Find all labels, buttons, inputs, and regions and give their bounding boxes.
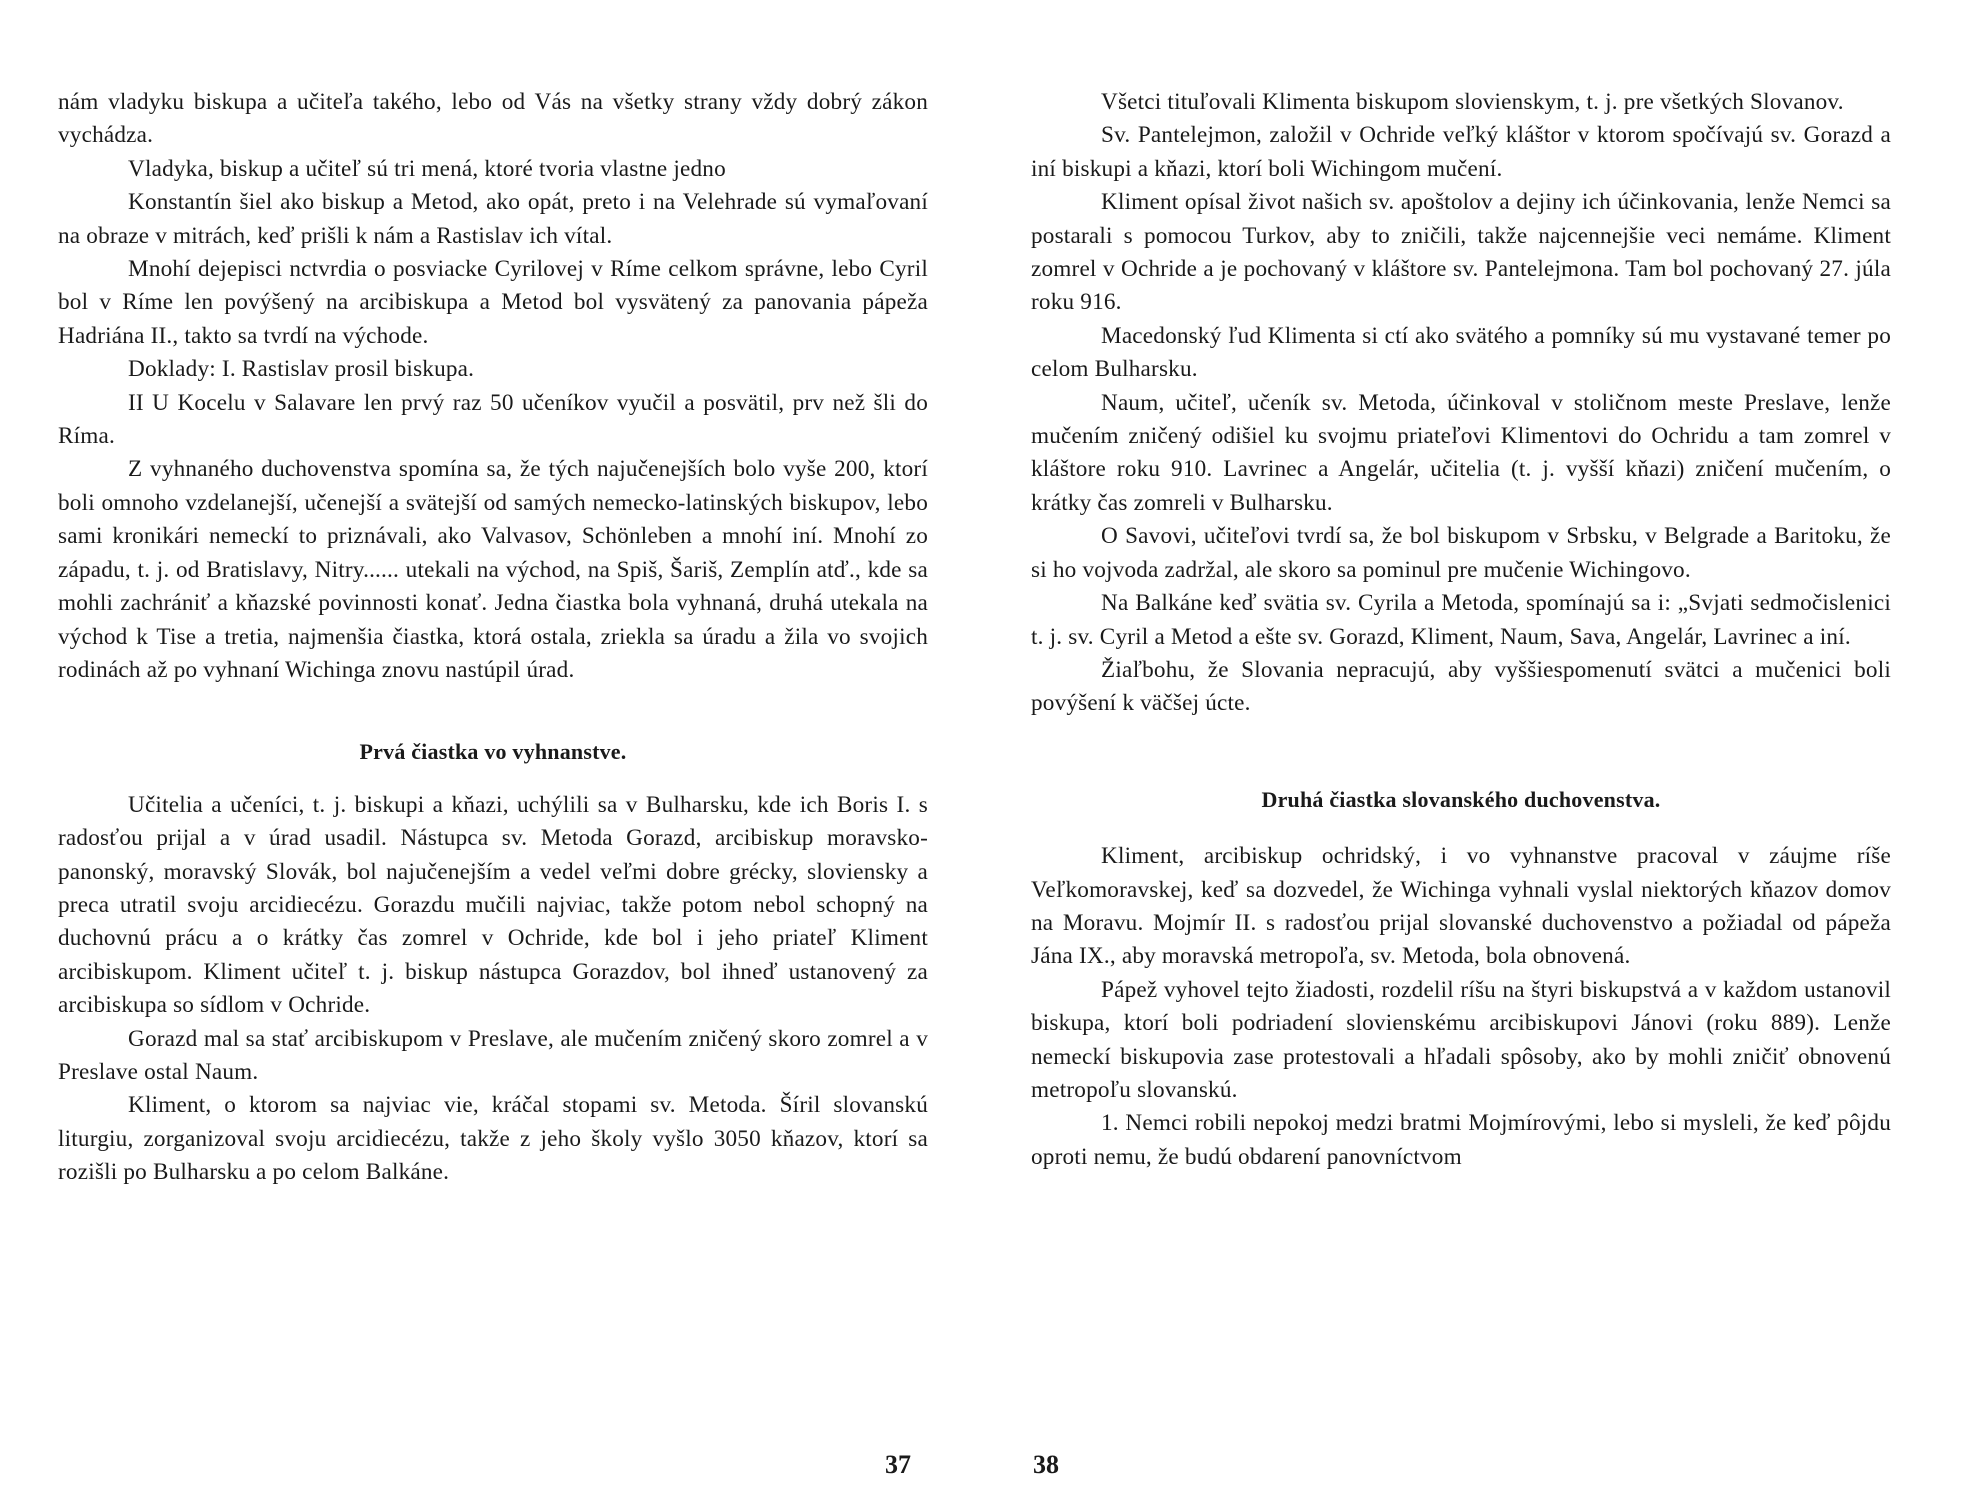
paragraph: Všetci tituľovali Klimenta biskupom slovienskym, t. j. pre všetkých Slovanov. <box>1101 89 1844 115</box>
paragraph: Kliment, o ktorom sa najviac vie, kráčal stopami sv. Metoda. Šíril slovanskú liturgiu, zorganizoval svoju arcidiecézu, takže z jeho školy vyšlo 3050 kňazov, ktorí sa rozišli po Bulharsku a po celom Balkáne. <box>58 1092 928 1186</box>
paragraph: Vladyka, biskup a učiteľ sú tri mená, ktoré tvoria vlastne jedno <box>128 155 726 182</box>
paragraph: Z vyhnaného duchovenstva spomína sa, že tých najučenejších bolo vyše 200, ktorí boli omnoho vzdelanejší, učenejší a svätejší od samých nemecko-latinských biskupov, lebo sami kronikári nemeckí to priznávali, ako Valvasov, Schönleben a mnohí iní. Mnohí zo západu, t. j. od Bratislavy, Nitry...... utekali na východ, na Spiš, Šariš, Zemplín atď., kde sa mohli zachrániť a kňazské povinnosti konať. Jedna čiastka bola vyhnaná, druhá utekala na východ k Tise a tretia, najmenšia čiastka, ktorá ostala, zriekla sa úradu a žila vo svojich rodinách až po vyhnaní Wichinga znovu nastúpil úrad. <box>58 456 928 683</box>
paragraph: Macedonský ľud Klimenta si ctí ako svätého a pomníky sú mu vystavané temer po celom Bulharsku. <box>1031 322 1891 383</box>
paragraph: Učitelia a učeníci, t. j. biskupi a kňazi, uchýlili sa v Bulharsku, kde ich Boris I. s radosťou prijal a v úrad usadil. Nástupca sv. Metoda Gorazd, arcibiskup moravsko-panonský, moravský Slovák, bol najučenejším a vedel veľmi dobre grécky, sloviensky a preca utratil svoju arcidiecézu. Gorazdu mučili najviac, takže potom nebol schopný na duchovnú prácu a o krátky čas zomrel v Ochride, kde bol i jeho priateľ Kliment arcibiskupom. Kliment učiteľ t. j. biskup nástupca Gorazdov, bol ihneď ustanovený za arcibiskupa so sídlom v Ochride. <box>58 791 928 1019</box>
page-number: 37 <box>885 1450 911 1479</box>
paragraph: Kliment opísal život našich sv. apoštolov a dejiny ich účinkovania, lenže Nemci sa postarali s pomocou Turkov, aby to zničili, takže najcennejšie veci nemáme. Kliment zomrel v Ochride a je pochovaný v kláštore sv. Pantelejmona. Tam bol pochovaný 27. júla roku 916. <box>1031 189 1891 316</box>
paragraph: Naum, učiteľ, učeník sv. Metoda, účinkoval v stoličnom meste Preslave, lenže mučením zničený odišiel ku svojmu priateľovi Klimentovi do Ochridu a tam zomrel v kláštore roku 910. Lavrinec a Angelár, učitelia (t. j. vyšší kňazi) zničení mučením, o krátky čas zomreli v Bulharsku. <box>1031 389 1891 516</box>
paragraph: Doklady: I. Rastislav prosil biskupa. <box>128 356 475 383</box>
section-heading: Druhá čiastka slovanského duchovenstva. <box>1261 786 1661 812</box>
paragraph: Na Balkáne keď svätia sv. Cyrila a Metoda, spomínajú sa i: „Svjati sedmočislenici t. j. sv. Cyril a Metod a ešte sv. Gorazd, Kliment, Naum, Sava, Angelár, Lavrinec a iní. <box>1031 590 1891 650</box>
paragraph: Mnohí dejepisci nctvrdia o posviacke Cyrilovej v Ríme celkom správne, lebo Cyril bol v Ríme len povýšený na arcibiskupa a Metod bol vysvätený za panovania pápeža Hadriána II., takto sa tvrdí na východe. <box>58 256 928 349</box>
paragraph: Pápež vyhovel tejto žiadosti, rozdelil ríšu na štyri biskupstvá a v každom ustanovil biskupa, ktorí boli podriadení slovienskému arcibiskupovi Jánovi (roku 889). Lenže nemeckí biskupovia zase protestovali a hľadali spôsoby, ako by mohli zničiť obnovenú metropoľu slovanskú. <box>1031 976 1891 1103</box>
paragraph: 1. Nemci robili nepokoj medzi bratmi Mojmírovými, lebo si mysleli, že keď pôjdu oproti nemu, že budú obdarení panovníctvom <box>1031 1110 1891 1170</box>
paragraph: Sv. Pantelejmon, založil v Ochride veľký kláštor v ktorom spočívajú sv. Gorazd a iní biskupi a kňazi, ktorí boli Wichingom mučení. <box>1031 122 1891 182</box>
paragraph: II U Kocelu v Salavare len prvý raz 50 učeníkov vyučil a posvätil, prv než šli do Ríma. <box>58 389 928 450</box>
paragraph: Konstantín šiel ako biskup a Metod, ako opát, preto i na Velehrade sú vymaľovaní na obraze v mitrách, keď prišli k nám a Rastislav ich vítal. <box>58 189 928 249</box>
paragraph: Gorazd mal sa stať arcibiskupom v Preslave, ale mučením zničený skoro zomrel a v Preslave ostal Naum. <box>58 1025 928 1085</box>
paragraph: Žiaľbohu, že Slovania nepracujú, aby vyššiespomenutí svätci a mučenici boli povýšení k väčšej úcte. <box>1031 656 1891 717</box>
paragraph: Kliment, arcibiskup ochridský, i vo vyhnanstve pracoval v záujme ríše Veľkomoravskej, keď sa dozvedel, že Wichinga vyhnali vyslal niektorých kňazov domov na Moravu. Mojmír II. s radosťou prijal slovanské duchovenstvo a požiadal od pápeža Jána IX., aby moravská metropoľa, sv. Metoda, bola obnovená. <box>1031 843 1891 970</box>
page-number: 38 <box>1033 1450 1059 1479</box>
right-page-text <box>1031 86 1891 1174</box>
left-page-text <box>58 86 928 1190</box>
paragraph: nám vladyku biskupa a učiteľa takého, lebo od Vás na všetky strany vždy dobrý zákon vychádza. <box>58 89 928 149</box>
section-heading: Prvá čiastka vo vyhnanstve. <box>359 739 627 765</box>
right-page <box>981 0 1962 1500</box>
paragraph: O Savovi, učiteľovi tvrdí sa, že bol biskupom v Srbsku, v Belgrade a Baritoku, že si ho vojvoda zadržal, ale skoro sa pominul pre mučenie Wichingovo. <box>1031 523 1891 583</box>
